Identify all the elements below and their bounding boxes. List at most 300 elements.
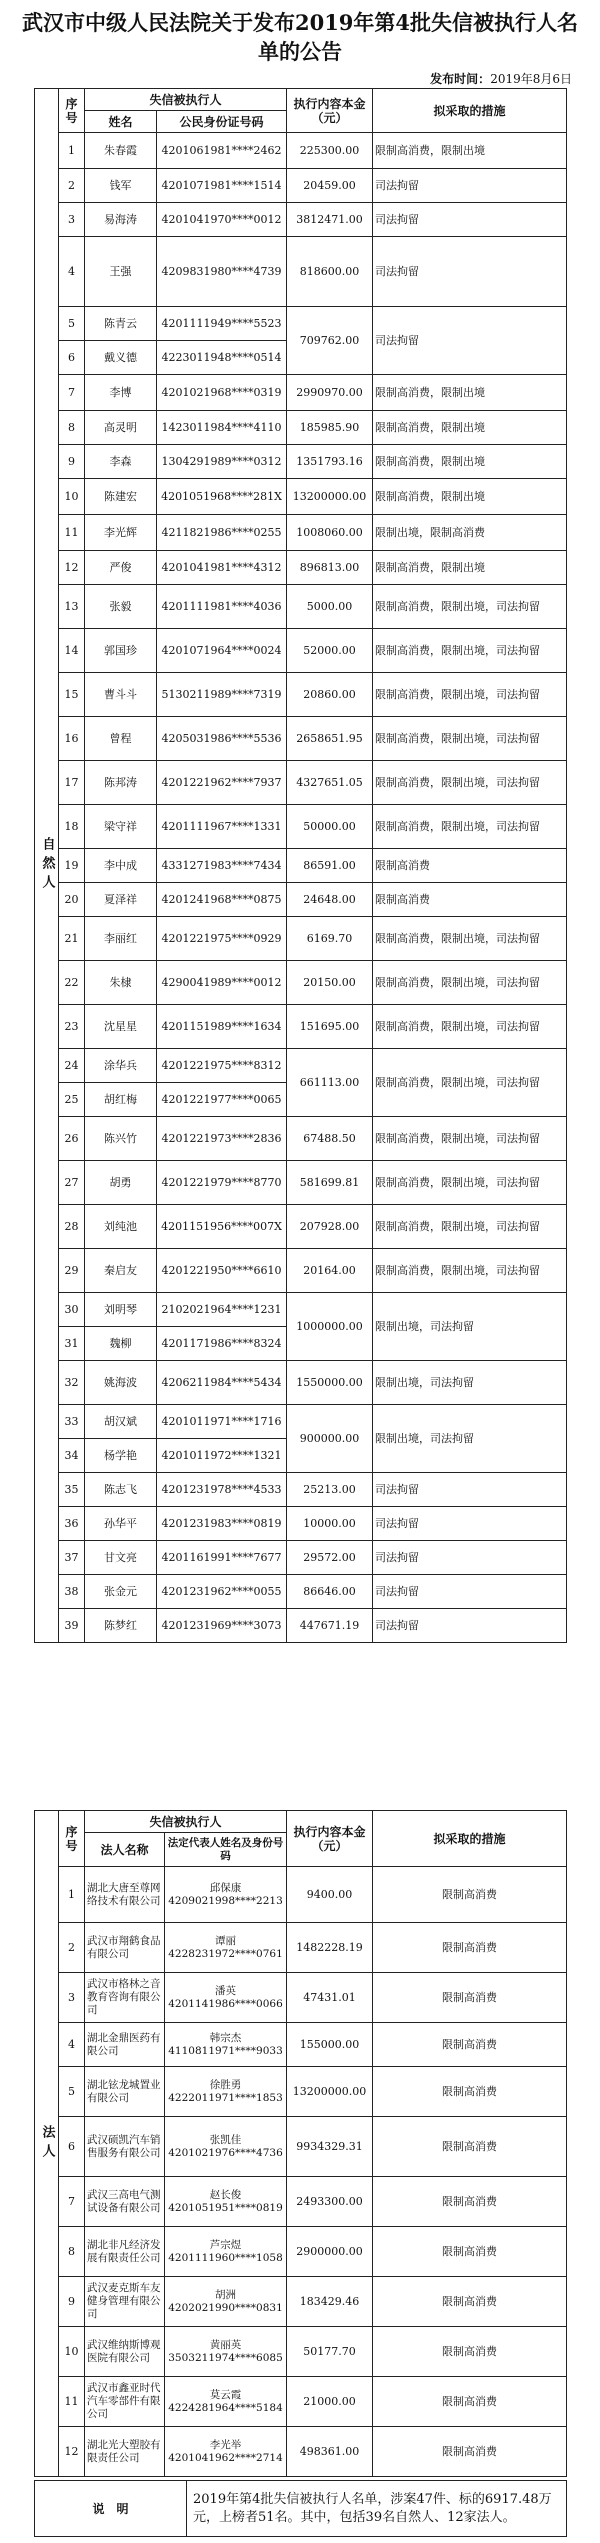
measure-cell: 司法拘留 bbox=[373, 1473, 567, 1507]
amount-cell: 47431.01 bbox=[287, 1973, 373, 2023]
table-row bbox=[35, 1205, 567, 1249]
seq-cell: 23 bbox=[59, 1005, 85, 1049]
representative-id: 3503211974****6085 bbox=[168, 2351, 283, 2364]
seq-cell: 36 bbox=[59, 1507, 85, 1541]
representative-id: 4201041962****2714 bbox=[168, 2451, 283, 2464]
measure-cell: 限制高消费 bbox=[373, 2117, 567, 2177]
seq-cell: 26 bbox=[59, 1117, 85, 1161]
company-cell: 武汉市翔鹤食品有限公司 bbox=[85, 1923, 165, 1973]
amount-cell: 25213.00 bbox=[287, 1473, 373, 1507]
representative-cell bbox=[165, 1973, 287, 2023]
table-row bbox=[35, 2427, 567, 2477]
id-cell: 4331271983****7434 bbox=[157, 849, 287, 883]
amount-cell: 52000.00 bbox=[287, 629, 373, 673]
name-cell: 陈梦红 bbox=[85, 1609, 157, 1643]
representative-cell bbox=[165, 2427, 287, 2477]
table-row bbox=[35, 1005, 567, 1049]
id-cell: 4201041970****0012 bbox=[157, 203, 287, 237]
amount-cell: 709762.00 bbox=[287, 307, 373, 375]
name-cell: 陈志飞 bbox=[85, 1473, 157, 1507]
id-cell: 4206211984****5434 bbox=[157, 1361, 287, 1405]
table-row bbox=[35, 1249, 567, 1293]
table-row bbox=[35, 2327, 567, 2377]
id-cell: 4201231969****3073 bbox=[157, 1609, 287, 1643]
seq-cell: 7 bbox=[59, 375, 85, 411]
amount-cell: 447671.19 bbox=[287, 1609, 373, 1643]
seq-cell: 16 bbox=[59, 717, 85, 761]
company-cell: 湖北大唐至尊网络技术有限公司 bbox=[85, 1867, 165, 1923]
seq-cell: 10 bbox=[59, 2327, 85, 2377]
representative-cell bbox=[165, 2023, 287, 2067]
name-cell: 秦启友 bbox=[85, 1249, 157, 1293]
name-cell: 曹斗斗 bbox=[85, 673, 157, 717]
measure-cell: 限制出境，司法拘留 bbox=[373, 1405, 567, 1473]
table-row bbox=[35, 1541, 567, 1575]
publish-date-label: 发布时间： bbox=[430, 72, 491, 86]
name-cell: 高灵明 bbox=[85, 411, 157, 445]
table-row bbox=[35, 629, 567, 673]
seq-cell: 21 bbox=[59, 917, 85, 961]
amount-cell: 20459.00 bbox=[287, 169, 373, 203]
id-cell: 4201221975****8312 bbox=[157, 1049, 287, 1083]
seq-cell: 4 bbox=[59, 2023, 85, 2067]
representative-name: 邱保康 bbox=[209, 1881, 242, 1894]
measure-cell: 限制高消费 bbox=[373, 1973, 567, 2023]
seq-cell: 5 bbox=[59, 307, 85, 341]
amount-cell: 9400.00 bbox=[287, 1867, 373, 1923]
amount-cell: 2658651.95 bbox=[287, 717, 373, 761]
amount-cell: 29572.00 bbox=[287, 1541, 373, 1575]
id-cell: 4201011971****1716 bbox=[157, 1405, 287, 1439]
table-row bbox=[35, 2067, 567, 2117]
name-cell: 沈星星 bbox=[85, 1005, 157, 1049]
table-row bbox=[35, 1507, 567, 1541]
seq-cell: 22 bbox=[59, 961, 85, 1005]
representative-name: 黄丽英 bbox=[209, 2338, 242, 2351]
seq-cell: 12 bbox=[59, 551, 85, 585]
measure-cell: 限制高消费 bbox=[373, 2227, 567, 2277]
name-cell: 李光辉 bbox=[85, 515, 157, 551]
amount-cell: 4327651.05 bbox=[287, 761, 373, 805]
amount-cell: 183429.46 bbox=[287, 2277, 373, 2327]
company-cell: 武汉麦克斯车友健身管理有限公司 bbox=[85, 2277, 165, 2327]
id-cell: 4201011972****1321 bbox=[157, 1439, 287, 1473]
seq-cell: 24 bbox=[59, 1049, 85, 1083]
seq-cell: 17 bbox=[59, 761, 85, 805]
name-cell: 陈青云 bbox=[85, 307, 157, 341]
note-table bbox=[34, 2480, 567, 2537]
representative-name: 李光举 bbox=[209, 2438, 242, 2451]
header-measure: 拟采取的措施 bbox=[373, 1811, 567, 1867]
legal-entities-table bbox=[34, 1810, 567, 2477]
measure-cell: 限制高消费 bbox=[373, 2067, 567, 2117]
table-row bbox=[35, 585, 567, 629]
amount-cell: 86591.00 bbox=[287, 849, 373, 883]
measure-cell: 限制高消费 bbox=[373, 2327, 567, 2377]
seq-cell: 2 bbox=[59, 1923, 85, 1973]
id-cell: 4201061981****2462 bbox=[157, 133, 287, 169]
representative-name: 张凯佳 bbox=[209, 2133, 242, 2146]
natural-persons-table bbox=[34, 88, 567, 1643]
table-row bbox=[35, 445, 567, 479]
seq-cell: 27 bbox=[59, 1161, 85, 1205]
table-row bbox=[35, 1473, 567, 1507]
amount-cell: 155000.00 bbox=[287, 2023, 373, 2067]
company-cell: 武汉市格林之音教育咨询有限公司 bbox=[85, 1973, 165, 2023]
representative-name: 谭丽 bbox=[215, 1934, 236, 1947]
measure-cell: 限制高消费 bbox=[373, 2277, 567, 2327]
amount-cell: 24648.00 bbox=[287, 883, 373, 917]
name-cell: 夏泽祥 bbox=[85, 883, 157, 917]
name-cell: 陈邦涛 bbox=[85, 761, 157, 805]
measure-cell: 限制高消费 bbox=[373, 2427, 567, 2477]
measure-cell: 限制出境，司法拘留 bbox=[373, 1361, 567, 1405]
natural-category: 自然人 bbox=[35, 89, 59, 1643]
seq-cell: 8 bbox=[59, 2227, 85, 2277]
measure-cell: 限制高消费，限制出境，司法拘留 bbox=[373, 1205, 567, 1249]
seq-cell: 9 bbox=[59, 445, 85, 479]
table-row bbox=[35, 1161, 567, 1205]
table-row bbox=[35, 551, 567, 585]
table-row bbox=[35, 375, 567, 411]
representative-id: 4228231972****0761 bbox=[168, 1947, 283, 1960]
measure-cell: 限制高消费 bbox=[373, 849, 567, 883]
id-cell: 4290041989****0012 bbox=[157, 961, 287, 1005]
id-cell: 4201221973****2836 bbox=[157, 1117, 287, 1161]
id-cell: 1423011984****4110 bbox=[157, 411, 287, 445]
name-cell: 李博 bbox=[85, 375, 157, 411]
seq-cell: 34 bbox=[59, 1439, 85, 1473]
amount-cell: 20164.00 bbox=[287, 1249, 373, 1293]
representative-name: 胡洲 bbox=[215, 2288, 236, 2301]
representative-cell bbox=[165, 2377, 287, 2427]
name-cell: 朱春霞 bbox=[85, 133, 157, 169]
seq-cell: 6 bbox=[59, 341, 85, 375]
representative-name: 莫云霞 bbox=[209, 2388, 242, 2401]
seq-cell: 1 bbox=[59, 133, 85, 169]
table-row bbox=[35, 237, 567, 307]
header-group: 失信被执行人 bbox=[85, 1811, 287, 1833]
measure-cell: 司法拘留 bbox=[373, 307, 567, 375]
id-cell: 4201221979****8770 bbox=[157, 1161, 287, 1205]
amount-cell: 3812471.00 bbox=[287, 203, 373, 237]
representative-id: 4201111960****1058 bbox=[168, 2251, 283, 2264]
name-cell: 张金元 bbox=[85, 1575, 157, 1609]
company-cell: 湖北非凡经济发展有限责任公司 bbox=[85, 2227, 165, 2277]
id-cell: 4209831980****4739 bbox=[157, 237, 287, 307]
name-cell: 胡汉斌 bbox=[85, 1405, 157, 1439]
measure-cell: 限制高消费 bbox=[373, 2377, 567, 2427]
header-company: 法人名称 bbox=[85, 1833, 165, 1867]
header-seq: 序号 bbox=[59, 89, 85, 133]
measure-cell: 限制高消费，限制出境，司法拘留 bbox=[373, 961, 567, 1005]
seq-cell: 11 bbox=[59, 2377, 85, 2427]
representative-cell bbox=[165, 1867, 287, 1923]
id-cell: 4201041981****4312 bbox=[157, 551, 287, 585]
measure-cell: 司法拘留 bbox=[373, 237, 567, 307]
representative-id: 4209021998****2213 bbox=[168, 1894, 283, 1907]
representative-cell bbox=[165, 2277, 287, 2327]
seq-cell: 8 bbox=[59, 411, 85, 445]
measure-cell: 司法拘留 bbox=[373, 1507, 567, 1541]
measure-cell: 限制高消费，限制出境 bbox=[373, 411, 567, 445]
name-cell: 王强 bbox=[85, 237, 157, 307]
id-cell: 4201151989****1634 bbox=[157, 1005, 287, 1049]
seq-cell: 1 bbox=[59, 1867, 85, 1923]
seq-cell: 12 bbox=[59, 2427, 85, 2477]
measure-cell: 限制高消费，限制出境，司法拘留 bbox=[373, 629, 567, 673]
seq-cell: 5 bbox=[59, 2067, 85, 2117]
name-cell: 涂华兵 bbox=[85, 1049, 157, 1083]
seq-cell: 3 bbox=[59, 1973, 85, 2023]
name-cell: 胡勇 bbox=[85, 1161, 157, 1205]
measure-cell: 限制高消费 bbox=[373, 2023, 567, 2067]
table-row bbox=[35, 805, 567, 849]
header-group: 失信被执行人 bbox=[85, 89, 287, 111]
id-cell: 4223011948****0514 bbox=[157, 341, 287, 375]
id-cell: 4205031986****5536 bbox=[157, 717, 287, 761]
table-row bbox=[35, 1923, 567, 1973]
representative-cell bbox=[165, 1923, 287, 1973]
seq-cell: 25 bbox=[59, 1083, 85, 1117]
seq-cell: 30 bbox=[59, 1293, 85, 1327]
measure-cell: 限制高消费，限制出境 bbox=[373, 375, 567, 411]
id-cell: 4201071981****1514 bbox=[157, 169, 287, 203]
amount-cell: 21000.00 bbox=[287, 2377, 373, 2427]
representative-id: 4202021990****0831 bbox=[168, 2301, 283, 2314]
table-row bbox=[35, 1361, 567, 1405]
seq-cell: 2 bbox=[59, 169, 85, 203]
seq-cell: 15 bbox=[59, 673, 85, 717]
header-name: 姓名 bbox=[85, 111, 157, 133]
measure-cell: 限制高消费，限制出境，司法拘留 bbox=[373, 917, 567, 961]
representative-cell bbox=[165, 2227, 287, 2277]
measure-cell: 限制高消费，限制出境，司法拘留 bbox=[373, 585, 567, 629]
amount-cell: 13200000.00 bbox=[287, 2067, 373, 2117]
table-row bbox=[35, 169, 567, 203]
seq-cell: 7 bbox=[59, 2177, 85, 2227]
amount-cell: 2900000.00 bbox=[287, 2227, 373, 2277]
table-row bbox=[35, 2023, 567, 2067]
table-row bbox=[35, 203, 567, 237]
measure-cell: 限制高消费，限制出境 bbox=[373, 479, 567, 515]
table-row bbox=[35, 515, 567, 551]
id-cell: 4201021968****0319 bbox=[157, 375, 287, 411]
id-cell: 4201151956****007X bbox=[157, 1205, 287, 1249]
amount-cell: 1000000.00 bbox=[287, 1293, 373, 1361]
amount-cell: 1008060.00 bbox=[287, 515, 373, 551]
company-cell: 武汉三高电气测试设备有限公司 bbox=[85, 2177, 165, 2227]
note-label: 说 明 bbox=[35, 2481, 187, 2537]
id-cell: 4201111967****1331 bbox=[157, 805, 287, 849]
measure-cell: 限制出境，司法拘留 bbox=[373, 1293, 567, 1361]
seq-cell: 28 bbox=[59, 1205, 85, 1249]
measure-cell: 限制高消费，限制出境，司法拘留 bbox=[373, 1005, 567, 1049]
measure-cell: 限制出境，限制高消费 bbox=[373, 515, 567, 551]
id-cell: 4201111949****5523 bbox=[157, 307, 287, 341]
id-cell: 1304291989****0312 bbox=[157, 445, 287, 479]
name-cell: 易海涛 bbox=[85, 203, 157, 237]
amount-cell: 581699.81 bbox=[287, 1161, 373, 1205]
company-cell: 湖北铉龙城置业有限公司 bbox=[85, 2067, 165, 2117]
measure-cell: 限制高消费，限制出境 bbox=[373, 551, 567, 585]
seq-cell: 4 bbox=[59, 237, 85, 307]
name-cell: 张毅 bbox=[85, 585, 157, 629]
company-cell: 武汉维纳斯博观医院有限公司 bbox=[85, 2327, 165, 2377]
company-cell: 湖北金鼎医药有限公司 bbox=[85, 2023, 165, 2067]
legal-category: 法人 bbox=[35, 1811, 59, 2477]
id-cell: 4211821986****0255 bbox=[157, 515, 287, 551]
measure-cell: 限制高消费，限制出境，司法拘留 bbox=[373, 1117, 567, 1161]
amount-cell: 185985.90 bbox=[287, 411, 373, 445]
amount-cell: 2493300.00 bbox=[287, 2177, 373, 2227]
measure-cell: 司法拘留 bbox=[373, 203, 567, 237]
id-cell: 5130211989****7319 bbox=[157, 673, 287, 717]
id-cell: 4201071964****0024 bbox=[157, 629, 287, 673]
amount-cell: 2990970.00 bbox=[287, 375, 373, 411]
representative-name: 潘英 bbox=[215, 1984, 236, 1997]
measure-cell: 限制高消费，限制出境，司法拘留 bbox=[373, 717, 567, 761]
measure-cell: 限制高消费，限制出境 bbox=[373, 133, 567, 169]
measure-cell: 限制高消费，限制出境，司法拘留 bbox=[373, 805, 567, 849]
seq-cell: 18 bbox=[59, 805, 85, 849]
table-row bbox=[35, 1867, 567, 1923]
table-row bbox=[35, 2377, 567, 2427]
amount-cell: 20860.00 bbox=[287, 673, 373, 717]
header-id: 公民身份证号码 bbox=[157, 111, 287, 133]
amount-cell: 5000.00 bbox=[287, 585, 373, 629]
name-cell: 李森 bbox=[85, 445, 157, 479]
table-row bbox=[35, 2177, 567, 2227]
seq-cell: 38 bbox=[59, 1575, 85, 1609]
amount-cell: 10000.00 bbox=[287, 1507, 373, 1541]
id-cell: 4201221962****7937 bbox=[157, 761, 287, 805]
amount-cell: 151695.00 bbox=[287, 1005, 373, 1049]
representative-name: 徐胜勇 bbox=[209, 2078, 242, 2091]
seq-cell: 6 bbox=[59, 2117, 85, 2177]
representative-cell bbox=[165, 2327, 287, 2377]
seq-cell: 13 bbox=[59, 585, 85, 629]
name-cell: 朱棣 bbox=[85, 961, 157, 1005]
name-cell: 曾程 bbox=[85, 717, 157, 761]
amount-cell: 6169.70 bbox=[287, 917, 373, 961]
note-text: 2019年第4批失信被执行人名单，涉案47件、标的6917.48万元，上榜者51名。其中，包括39名自然人、12家法人。 bbox=[187, 2481, 567, 2537]
header-seq: 序号 bbox=[59, 1811, 85, 1867]
name-cell: 甘文亮 bbox=[85, 1541, 157, 1575]
table-row bbox=[35, 411, 567, 445]
representative-name: 韩宗杰 bbox=[209, 2031, 242, 2044]
amount-cell: 50177.70 bbox=[287, 2327, 373, 2377]
amount-cell: 20150.00 bbox=[287, 961, 373, 1005]
header-amount: 执行内容本金（元） bbox=[287, 1811, 373, 1867]
table-row bbox=[35, 673, 567, 717]
measure-cell: 司法拘留 bbox=[373, 1541, 567, 1575]
measure-cell: 限制高消费，限制出境，司法拘留 bbox=[373, 1161, 567, 1205]
seq-cell: 31 bbox=[59, 1327, 85, 1361]
id-cell: 4201221950****6610 bbox=[157, 1249, 287, 1293]
seq-cell: 37 bbox=[59, 1541, 85, 1575]
id-cell: 4201231978****4533 bbox=[157, 1473, 287, 1507]
name-cell: 杨学艳 bbox=[85, 1439, 157, 1473]
representative-id: 4110811971****9033 bbox=[168, 2044, 283, 2057]
seq-cell: 19 bbox=[59, 849, 85, 883]
amount-cell: 1482228.19 bbox=[287, 1923, 373, 1973]
seq-cell: 29 bbox=[59, 1249, 85, 1293]
representative-id: 4201021976****4736 bbox=[168, 2146, 283, 2159]
amount-cell: 1351793.16 bbox=[287, 445, 373, 479]
amount-cell: 13200000.00 bbox=[287, 479, 373, 515]
name-cell: 陈建宏 bbox=[85, 479, 157, 515]
id-cell: 4201231983****0819 bbox=[157, 1507, 287, 1541]
publish-date bbox=[430, 70, 572, 87]
measure-cell: 司法拘留 bbox=[373, 169, 567, 203]
table-row bbox=[35, 717, 567, 761]
representative-id: 4224281964****5184 bbox=[168, 2401, 283, 2414]
amount-cell: 818600.00 bbox=[287, 237, 373, 307]
table-row bbox=[35, 2277, 567, 2327]
representative-cell bbox=[165, 2117, 287, 2177]
table-row bbox=[35, 1293, 567, 1327]
amount-cell: 661113.00 bbox=[287, 1049, 373, 1117]
measure-cell: 司法拘留 bbox=[373, 1609, 567, 1643]
representative-id: 4222011971****1853 bbox=[168, 2091, 283, 2104]
company-cell: 武汉市鑫亚时代汽车零部件有限公司 bbox=[85, 2377, 165, 2427]
table-row bbox=[35, 961, 567, 1005]
amount-cell: 225300.00 bbox=[287, 133, 373, 169]
measure-cell: 限制高消费，限制出境，司法拘留 bbox=[373, 1249, 567, 1293]
amount-cell: 67488.50 bbox=[287, 1117, 373, 1161]
company-cell: 武汉硕凯汽车销售服务有限公司 bbox=[85, 2117, 165, 2177]
name-cell: 魏柳 bbox=[85, 1327, 157, 1361]
seq-cell: 14 bbox=[59, 629, 85, 673]
seq-cell: 9 bbox=[59, 2277, 85, 2327]
measure-cell: 限制高消费 bbox=[373, 883, 567, 917]
seq-cell: 11 bbox=[59, 515, 85, 551]
id-cell: 4201111981****4036 bbox=[157, 585, 287, 629]
amount-cell: 498361.00 bbox=[287, 2427, 373, 2477]
name-cell: 刘纯池 bbox=[85, 1205, 157, 1249]
table-row bbox=[35, 1049, 567, 1083]
measure-cell: 司法拘留 bbox=[373, 1575, 567, 1609]
table-row bbox=[35, 1973, 567, 2023]
measure-cell: 限制高消费 bbox=[373, 1867, 567, 1923]
measure-cell: 限制高消费，限制出境，司法拘留 bbox=[373, 673, 567, 717]
company-cell: 湖北光大塑胶有限责任公司 bbox=[85, 2427, 165, 2477]
name-cell: 胡红梅 bbox=[85, 1083, 157, 1117]
table-row bbox=[35, 133, 567, 169]
measure-cell: 限制高消费，限制出境 bbox=[373, 445, 567, 479]
measure-cell: 限制高消费 bbox=[373, 1923, 567, 1973]
amount-cell: 86646.00 bbox=[287, 1575, 373, 1609]
name-cell: 陈兴竹 bbox=[85, 1117, 157, 1161]
amount-cell: 1550000.00 bbox=[287, 1361, 373, 1405]
id-cell: 4201231962****0055 bbox=[157, 1575, 287, 1609]
representative-name: 赵长俊 bbox=[209, 2188, 242, 2201]
id-cell: 4201051968****281X bbox=[157, 479, 287, 515]
representative-name: 芦宗煜 bbox=[209, 2238, 242, 2251]
representative-id: 4201051951****0819 bbox=[168, 2201, 283, 2214]
seq-cell: 10 bbox=[59, 479, 85, 515]
amount-cell: 896813.00 bbox=[287, 551, 373, 585]
name-cell: 李丽红 bbox=[85, 917, 157, 961]
seq-cell: 35 bbox=[59, 1473, 85, 1507]
table-row bbox=[35, 2117, 567, 2177]
id-cell: 4201161991****7677 bbox=[157, 1541, 287, 1575]
header-representative: 法定代表人姓名及身份号码 bbox=[165, 1833, 287, 1867]
name-cell: 刘明琴 bbox=[85, 1293, 157, 1327]
publish-date-value: 2019年8月6日 bbox=[490, 72, 572, 86]
id-cell: 4201221975****0929 bbox=[157, 917, 287, 961]
